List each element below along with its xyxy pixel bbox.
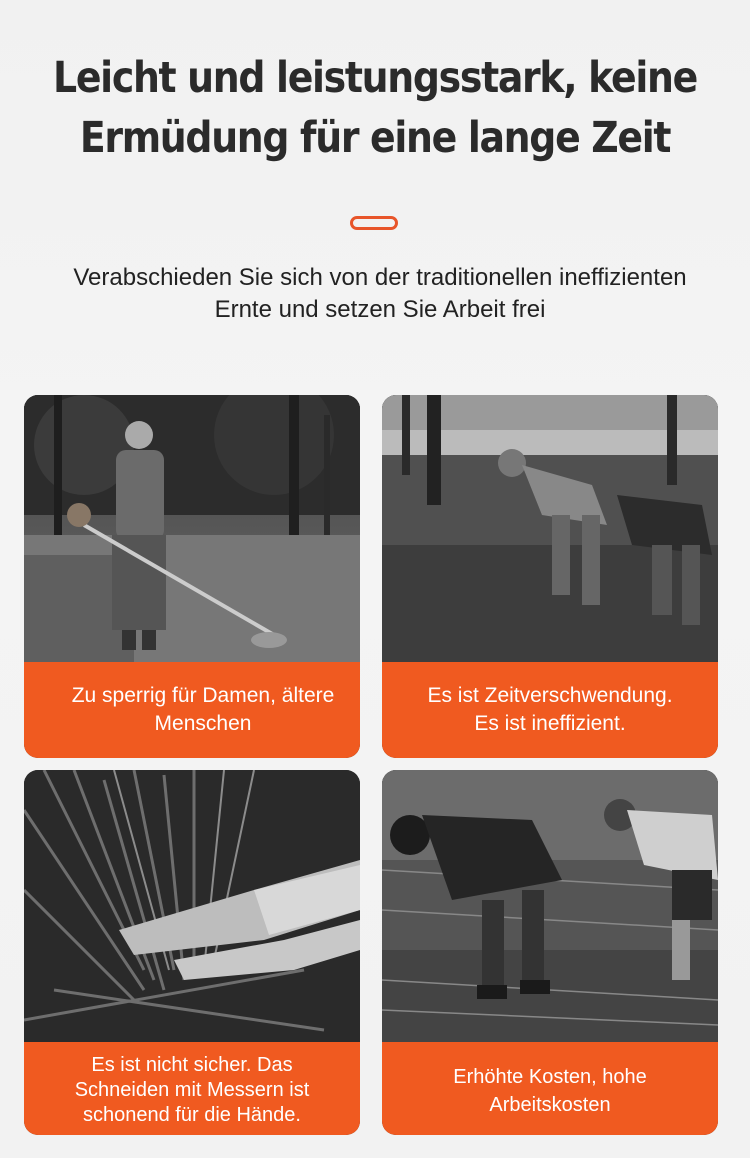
card-hands-cutting — [24, 770, 360, 1135]
caption-line-1: Es ist Zeitverschwendung. — [427, 684, 673, 707]
decorative-divider — [350, 216, 398, 230]
photo-hands-with-grass — [24, 770, 360, 1042]
page-subtitle — [0, 262, 750, 326]
page-title — [45, 48, 705, 168]
caption-line-2: Es ist ineffizient. — [474, 712, 626, 735]
photo-man-with-brush-cutter — [24, 395, 360, 663]
caption-text — [427, 682, 672, 738]
title-line-2: Ermüdung für eine lange Zeit — [79, 113, 671, 163]
title-line-1: Leicht und leistungsstark, keine — [53, 53, 697, 103]
caption-line-2: Menschen — [154, 712, 252, 735]
card-caption — [24, 1042, 360, 1135]
card-field-workers — [382, 770, 718, 1135]
card-caption — [382, 1042, 718, 1135]
card-caption — [382, 662, 718, 758]
photo-workers-harvesting — [382, 395, 718, 663]
caption-text — [54, 682, 352, 738]
subtitle-line-2: Ernte und setzen Sie Arbeit frei — [214, 296, 546, 323]
caption-line-3: schonend für die Hände. — [83, 1104, 301, 1126]
card-caption — [24, 662, 360, 758]
caption-line-1: Zu sperrig für Damen, ältere — [71, 684, 335, 707]
caption-line-1: Erhöhte Kosten, hohe — [453, 1065, 647, 1088]
subtitle-line-1: Verabschieden Sie sich von der traditionellen ineffizienten — [73, 264, 687, 291]
card-brush-cutter — [24, 395, 360, 758]
caption-line-2: Schneiden mit Messern ist — [74, 1079, 310, 1101]
card-bending-workers — [382, 395, 718, 758]
photo-field-workers — [382, 770, 718, 1042]
caption-text — [75, 1053, 310, 1128]
caption-line-2: Arbeitskosten — [489, 1093, 611, 1116]
caption-line-1: Es ist nicht sicher. Das — [91, 1054, 293, 1076]
caption-text — [453, 1063, 646, 1119]
